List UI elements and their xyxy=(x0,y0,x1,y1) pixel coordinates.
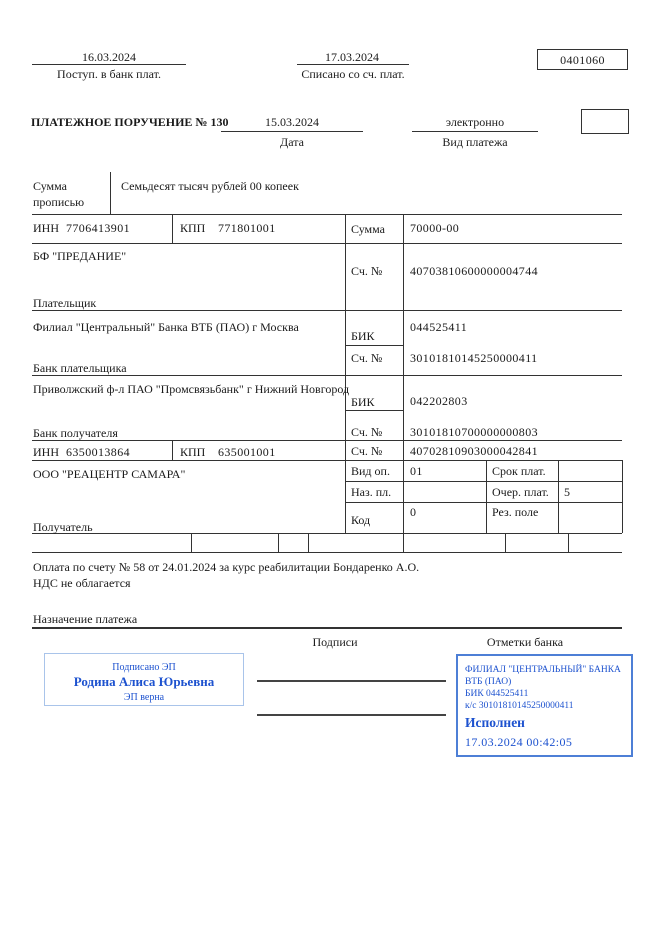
reserve-field-label: Рез. поле xyxy=(492,505,539,519)
stamp-bank-line2: ВТБ (ПАО) xyxy=(465,677,512,687)
stamp-bik: БИК 044525411 xyxy=(465,689,529,699)
purpose-underline xyxy=(32,627,622,629)
table-line xyxy=(191,533,192,552)
beneficiary-kpp-label: КПП xyxy=(180,445,206,459)
payer-inn-label: ИНН xyxy=(33,221,59,235)
payer-inn: 7706413901 xyxy=(66,221,130,235)
code-value: 0 xyxy=(410,505,417,519)
table-line xyxy=(32,310,622,311)
table-line xyxy=(345,502,622,503)
received-in-bank-date: 16.03.2024 xyxy=(82,50,136,64)
esign-signer-name: Родина Алиса Юрьевна xyxy=(73,674,215,689)
debited-date-underline xyxy=(297,64,409,65)
payer-bank-name: Филиал "Центральный" Банка ВТБ (ПАО) г Москва xyxy=(33,320,299,334)
amount-in-words-label-1: Сумма xyxy=(33,179,67,193)
received-date-underline xyxy=(32,64,186,65)
table-line xyxy=(486,460,487,533)
signature-line xyxy=(257,680,446,682)
payer-kpp: 771801001 xyxy=(218,221,276,235)
document-date: 15.03.2024 xyxy=(265,115,319,129)
table-line xyxy=(345,481,622,482)
payment-kind-underline xyxy=(412,131,538,132)
document-date-label: Дата xyxy=(280,135,304,149)
beneficiary-account-label: Сч. № xyxy=(351,444,383,458)
op-kind-value: 01 xyxy=(410,464,423,478)
stamp-corr-account: к/с 30101810145250000411 xyxy=(465,701,574,711)
payer-account-label: Сч. № xyxy=(351,264,383,278)
purpose-text-line2: НДС не облагается xyxy=(33,576,131,590)
table-line xyxy=(403,533,404,552)
table-line xyxy=(32,440,622,441)
payer-account: 40703810600000004744 xyxy=(410,264,538,278)
beneficiary-section-label: Получатель xyxy=(33,520,93,534)
table-line xyxy=(172,214,173,243)
table-line xyxy=(622,460,623,533)
beneficiary-account: 40702810903000042841 xyxy=(410,444,538,458)
priority-checkbox xyxy=(581,109,629,134)
received-in-bank-label: Поступ. в банк плат. xyxy=(57,67,161,81)
esign-box xyxy=(44,653,244,706)
table-line xyxy=(345,345,403,346)
table-line xyxy=(278,533,279,552)
esign-signed-label: Подписано ЭП xyxy=(112,662,176,673)
purpose-text-line1: Оплата по счету № 58 от 24.01.2024 за курс реабилитации Бондаренко А.О. xyxy=(33,560,420,574)
document-date-underline xyxy=(221,131,363,132)
stamp-datetime: 17.03.2024 00:42:05 xyxy=(465,735,573,749)
table-line xyxy=(32,243,622,244)
payer-bank-account-label: Сч. № xyxy=(351,351,383,365)
signatures-label: Подписи xyxy=(312,635,358,649)
amount-in-words: Семьдесят тысяч рублей 00 копеек xyxy=(121,179,299,193)
table-line xyxy=(558,460,559,533)
payer-name: БФ "ПРЕДАНИЕ" xyxy=(33,249,127,263)
code-label: Код xyxy=(351,513,371,527)
stamp-status: Исполнен xyxy=(465,715,525,730)
table-line xyxy=(345,214,346,533)
payment-kind: электронно xyxy=(445,115,505,129)
table-line xyxy=(32,552,622,553)
beneficiary-bank-name: Приволжский ф-л ПАО "Промсвязьбанк" г Нижний Новгород xyxy=(33,382,350,396)
table-line xyxy=(345,410,403,411)
bank-marks-label: Отметки банка xyxy=(486,635,564,649)
purpose-name-label: Наз. пл. xyxy=(351,485,392,499)
op-kind-label: Вид оп. xyxy=(351,464,390,478)
table-line xyxy=(32,375,622,376)
table-line xyxy=(32,214,622,215)
beneficiary-bank-account: 30101810700000000803 xyxy=(410,425,538,439)
payer-bank-section-label: Банк плательщика xyxy=(33,361,127,375)
priority-label: Очер. плат. xyxy=(492,485,549,499)
stamp-bank-line1: ФИЛИАЛ "ЦЕНТРАЛЬНЫЙ" БАНКА xyxy=(465,665,621,675)
table-line xyxy=(32,533,622,534)
table-line xyxy=(308,533,309,552)
esign-valid-label: ЭП верна xyxy=(123,692,165,703)
bank-stamp xyxy=(456,654,633,757)
payer-bank-bik-label: БИК xyxy=(351,329,375,343)
payment-kind-label: Вид платежа xyxy=(442,135,508,149)
sum-label: Сумма xyxy=(351,222,385,236)
form-code-box xyxy=(537,49,628,70)
amount-in-words-label-2: прописью xyxy=(33,195,85,209)
table-line xyxy=(32,460,622,461)
beneficiary-inn: 6350013864 xyxy=(66,445,130,459)
beneficiary-name: ООО "РЕАЦЕНТР САМАРА" xyxy=(33,467,186,481)
due-date-label: Срок плат. xyxy=(492,464,546,478)
priority-value: 5 xyxy=(564,485,571,499)
beneficiary-bank-bik: 042202803 xyxy=(410,394,468,408)
document-title: ПЛАТЕЖНОЕ ПОРУЧЕНИЕ № 130 xyxy=(31,115,229,129)
beneficiary-bank-bik-label: БИК xyxy=(351,395,375,409)
debited-label: Списано со сч. плат. xyxy=(301,67,405,81)
signature-line xyxy=(257,714,446,716)
table-line xyxy=(505,533,506,552)
payer-section-label: Плательщик xyxy=(33,296,97,310)
purpose-section-label: Назначение платежа xyxy=(33,612,138,626)
beneficiary-bank-account-label: Сч. № xyxy=(351,425,383,439)
table-line xyxy=(172,440,173,460)
table-line xyxy=(568,533,569,552)
table-line xyxy=(403,214,404,533)
beneficiary-bank-section-label: Банк получателя xyxy=(33,426,118,440)
debited-date: 17.03.2024 xyxy=(325,50,379,64)
payer-bank-account: 30101810145250000411 xyxy=(410,351,538,365)
payer-bank-bik: 044525411 xyxy=(410,320,468,334)
payer-kpp-label: КПП xyxy=(180,221,206,235)
beneficiary-inn-label: ИНН xyxy=(33,445,59,459)
form-code: 0401060 xyxy=(560,53,605,67)
sum-value: 70000-00 xyxy=(410,221,460,235)
beneficiary-kpp: 635001001 xyxy=(218,445,276,459)
table-line xyxy=(110,172,111,214)
